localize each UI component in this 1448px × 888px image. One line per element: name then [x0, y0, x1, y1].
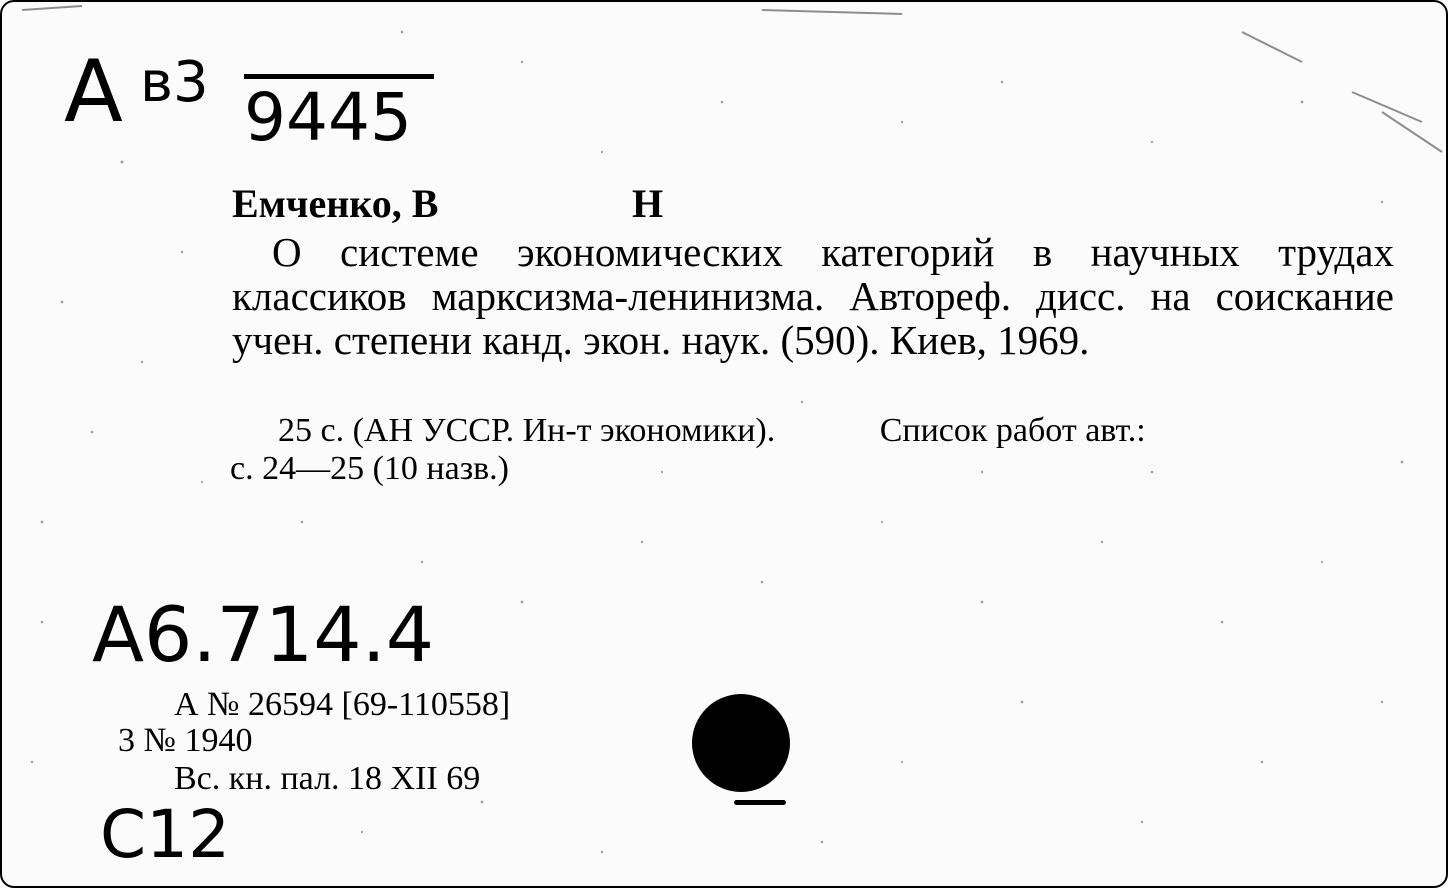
works-list: Список работ авт.: — [879, 412, 1146, 449]
author-initial: Н — [632, 181, 664, 226]
copy-number: 3 № 1940 — [118, 722, 253, 759]
works-pages: с. 24—25 (10 назв.) — [230, 450, 510, 487]
pages-info: 25 с. (АН УССР. Ин-т экономики). — [278, 412, 776, 449]
punch-hole-mark — [734, 800, 786, 805]
description — [230, 412, 1394, 488]
call-number: 9445 — [244, 74, 434, 153]
received-stamp: Вс. кн. пал. 18 XII 69 — [174, 760, 481, 797]
title-text: О системе экономических категорий в научных трудах классиков марксизма-ленинизма. Автореф. дисс. на соискание учен. степени канд. экон. наук. (590). Киев, 1969. — [232, 229, 1394, 363]
shelf-mark: С12 — [100, 796, 231, 873]
author-name: Емченко, В — [232, 181, 439, 226]
call-number-prefix: А — [64, 42, 125, 142]
punch-hole — [692, 694, 790, 792]
accession-number: А № 26594 [69-110558] — [174, 686, 511, 723]
call-number-series: в3 — [140, 50, 209, 115]
classification-mark: А6.714.4 — [92, 590, 435, 679]
